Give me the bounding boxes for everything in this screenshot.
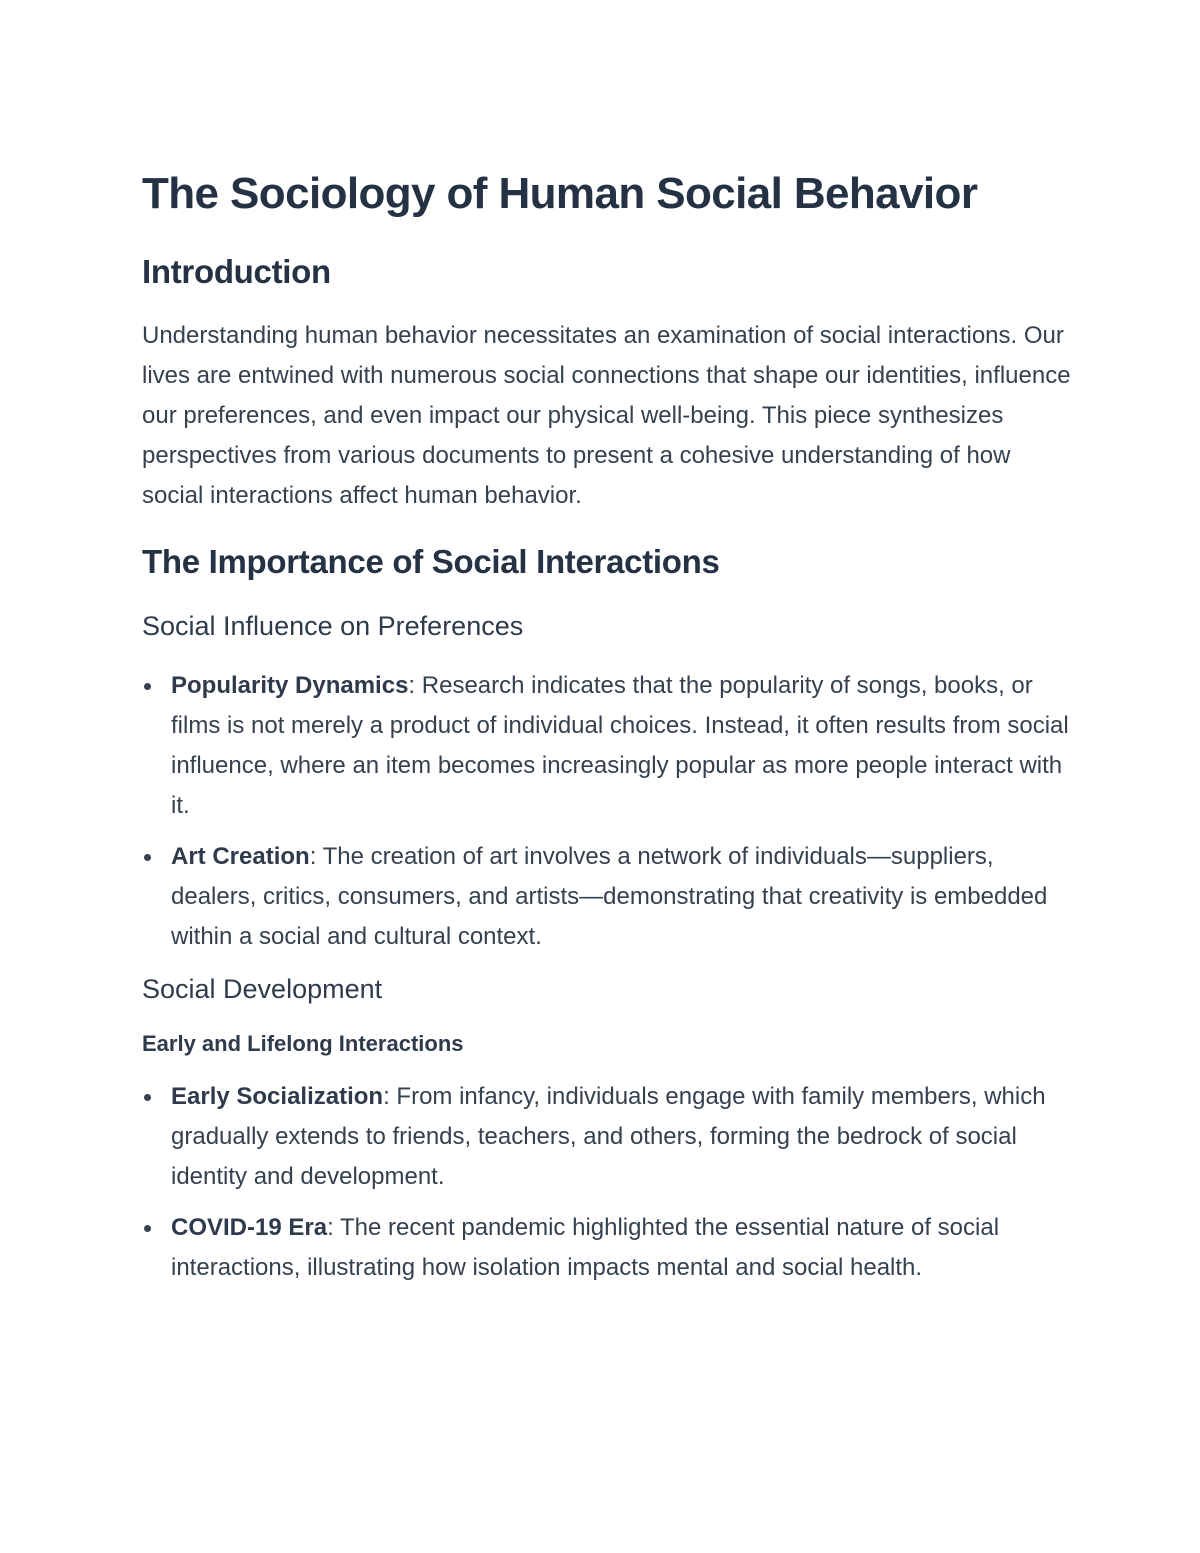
introduction-paragraph: Understanding human behavior necessitates an examination of social interactions. Our lives are entwined with numerous social connections that shape our identities, influence our preferences, and even impact our physical well-being. This piece synthesizes perspectives from various documents to present a cohesive understanding of how social interactions affect human behavior. xyxy=(142,322,1071,509)
importance-heading: The Importance of Social Interactions xyxy=(142,543,720,580)
list-item xyxy=(142,1208,1072,1288)
list-item-text: : Research indicates that the popularity of songs, books, or films is not merely a product of individual choices. Instead, it often results from social influence, where an item becomes increasingly popular as more people interact with it. xyxy=(171,672,1069,819)
list-item-text: : The creation of art involves a network of individuals—suppliers, dealers, critics, consumers, and artists—demonstrating that creativity is embedded within a social and cultural context. xyxy=(171,843,1048,950)
list-item xyxy=(142,1077,1072,1197)
early-interactions-list xyxy=(142,1077,1072,1288)
social-development-heading: Social Development xyxy=(142,974,383,1004)
bullet-icon xyxy=(144,1094,151,1101)
list-item-term: Art Creation xyxy=(171,843,310,870)
introduction-heading: Introduction xyxy=(142,253,331,290)
document-title: The Sociology of Human Social Behavior xyxy=(142,169,978,218)
list-item xyxy=(142,837,1072,957)
early-interactions-subheading: Early and Lifelong Interactions xyxy=(142,1031,464,1056)
list-item-term: Early Socialization xyxy=(171,1083,384,1110)
list-item-term: Popularity Dynamics xyxy=(171,672,409,699)
list-item-term: COVID-19 Era xyxy=(171,1214,328,1241)
bullet-icon xyxy=(144,683,151,690)
list-item-text: : The recent pandemic highlighted the essential nature of social interactions, illustrating how isolation impacts mental and social health. xyxy=(171,1214,1000,1281)
bullet-icon xyxy=(144,854,151,861)
social-influence-list xyxy=(142,666,1072,957)
list-item xyxy=(142,666,1072,826)
document-page xyxy=(142,164,1072,1288)
social-influence-heading: Social Influence on Preferences xyxy=(142,611,524,641)
list-item-text: : From infancy, individuals engage with family members, which gradually extends to friends, teachers, and others, forming the bedrock of social identity and development. xyxy=(171,1083,1046,1190)
bullet-icon xyxy=(144,1225,151,1232)
